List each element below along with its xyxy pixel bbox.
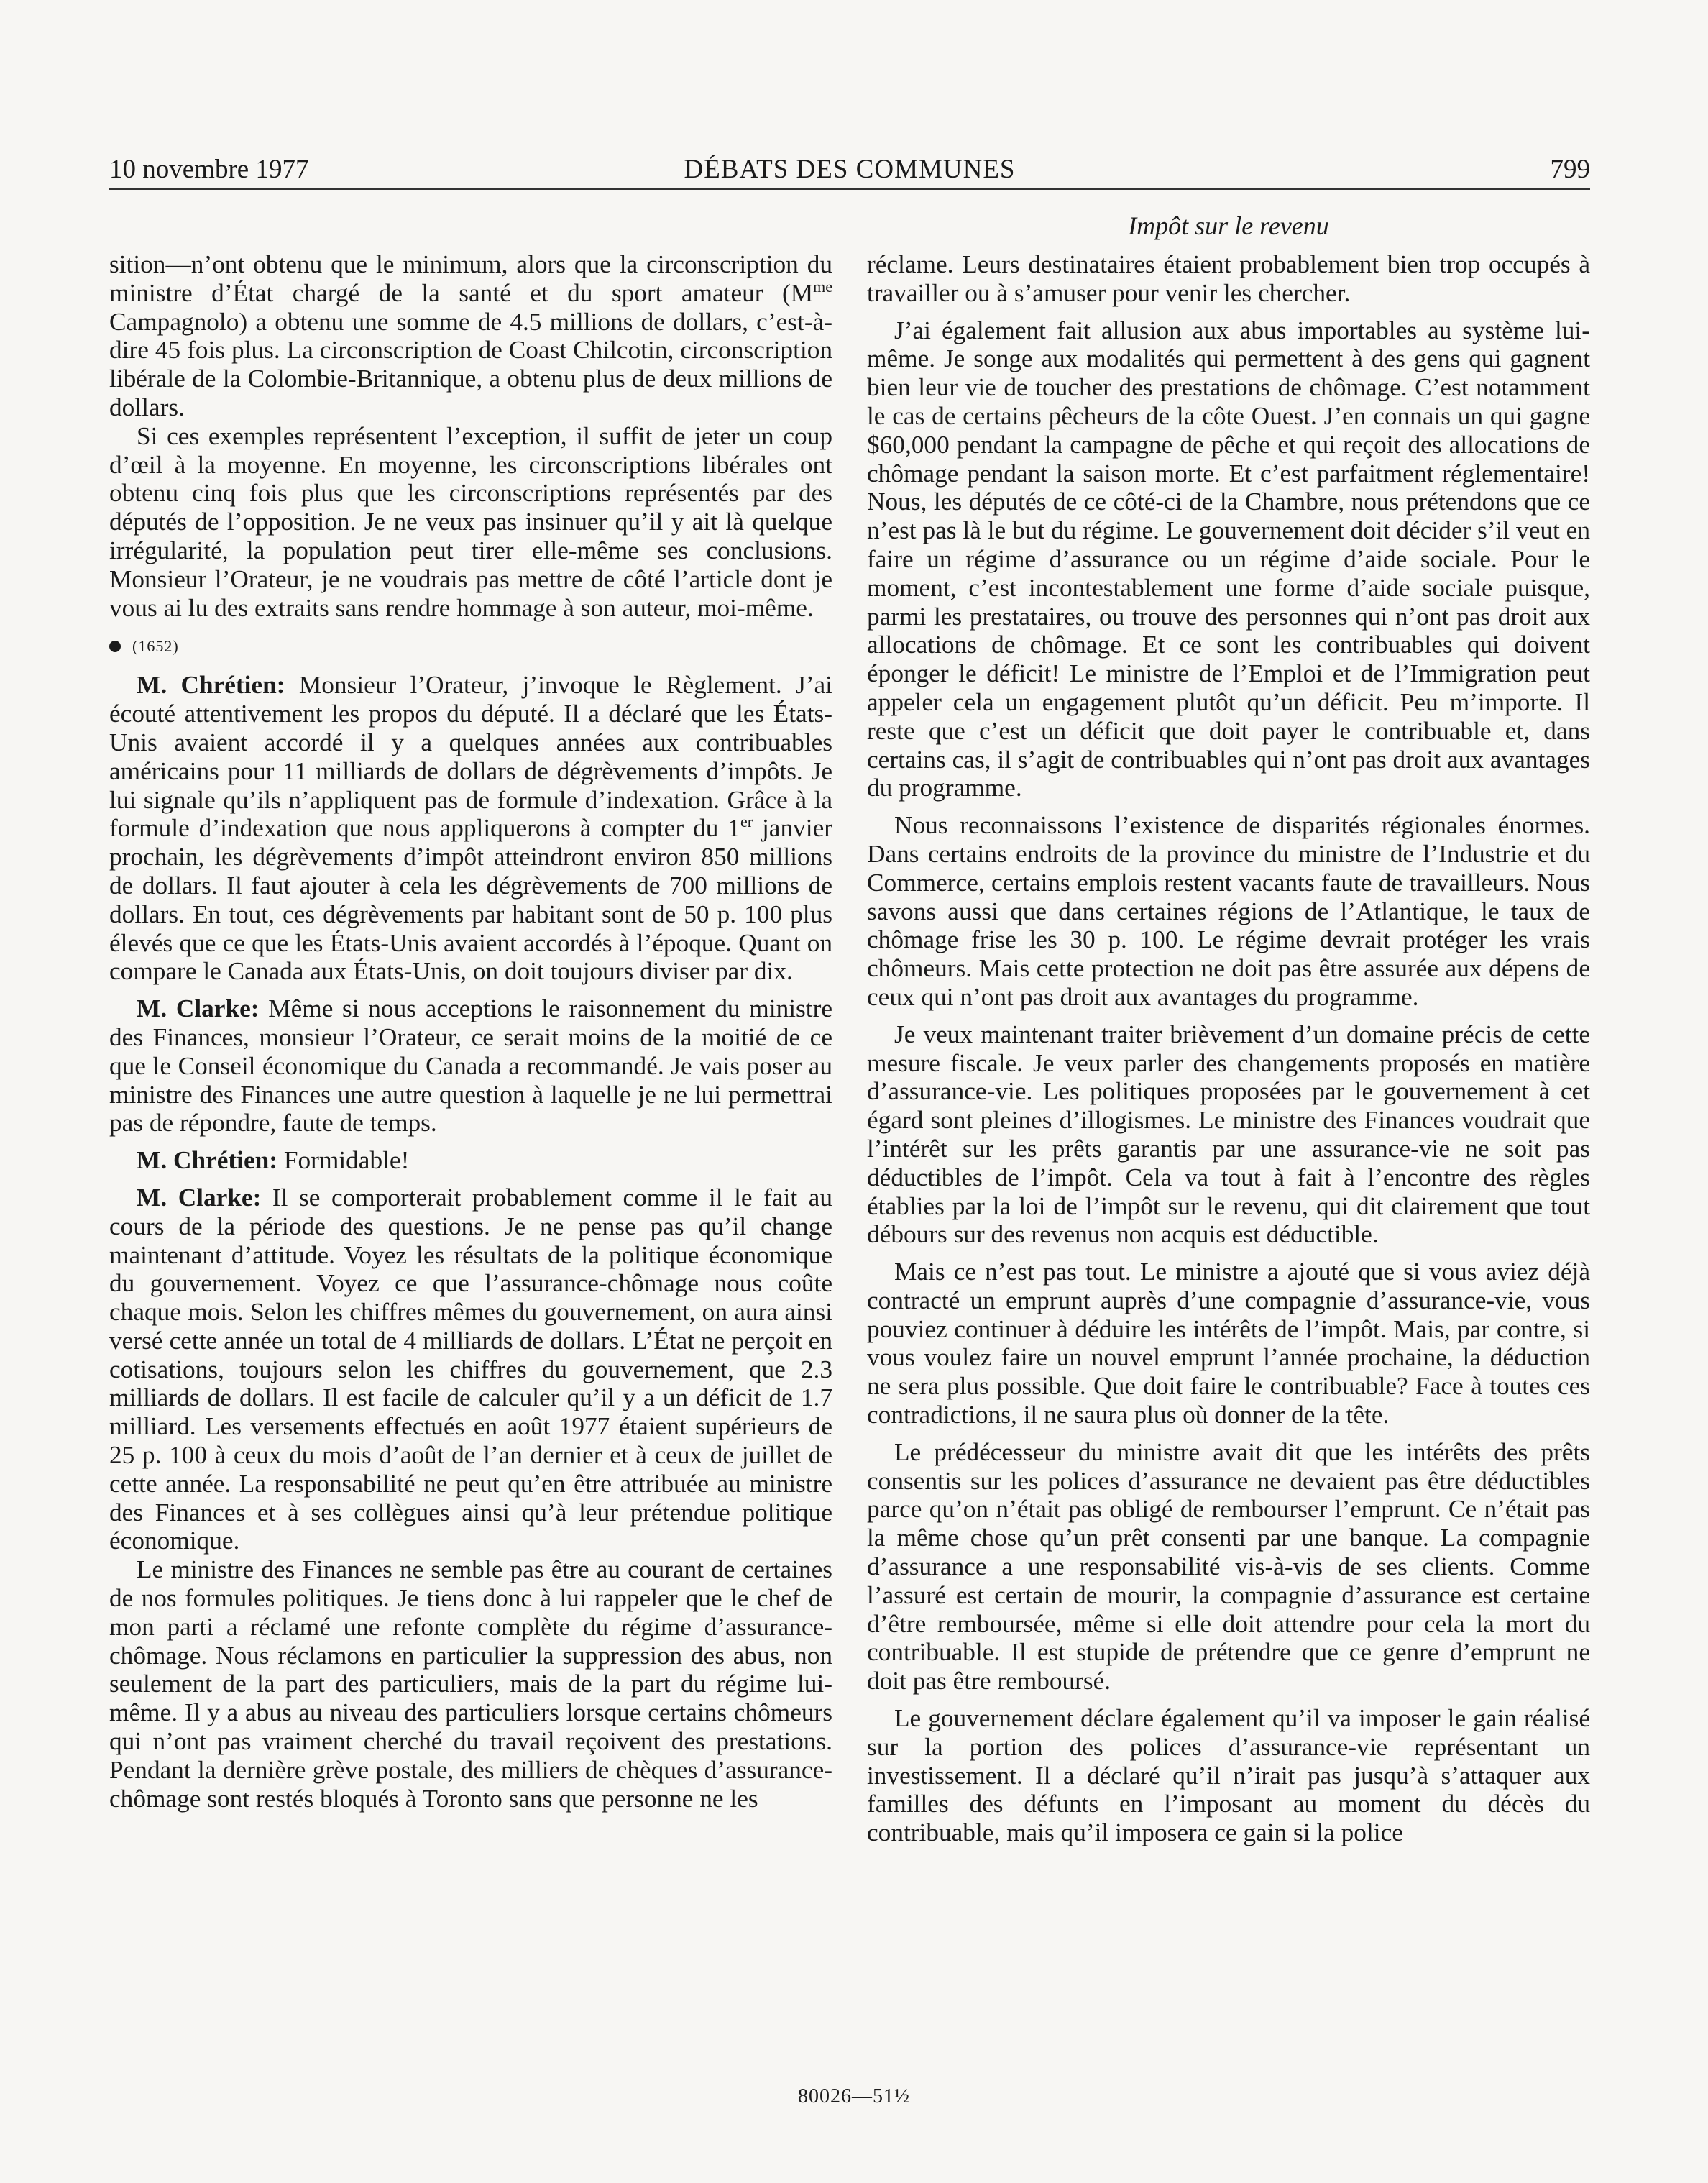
paragraph-text: sition—n’ont obtenu que le minimum, alors que la circonscription du ministre d’État chargé de la santé et du sport amateur (M bbox=[109, 250, 832, 307]
speech-paragraph bbox=[109, 994, 832, 1138]
speech-text: Formidable! bbox=[277, 1146, 410, 1175]
header-date: 10 novembre 1977 bbox=[109, 155, 309, 184]
superscript: er bbox=[740, 813, 753, 831]
paragraph bbox=[109, 250, 832, 422]
speech-paragraph bbox=[109, 671, 832, 986]
superscript: me bbox=[813, 278, 832, 296]
time-marker-text: (1652) bbox=[132, 637, 179, 656]
paragraph: Si ces exemples représentent l’exception, il suffit de jeter un coup d’œil à la moyenne. En moyenne, les circonscriptions libérales ont obtenu cinq fois plus que les circonscriptions représentés par des députés de l’opposition. Je ne veux pas insinuer qu’il y ait là quelque irrégularité, la population peut tirer elle-même ses conclusions. Monsieur l’Orateur, je ne voudrais pas mettre de côté l’article dont je vous ai lu des extraits sans rendre hommage à son auteur, moi-même. bbox=[109, 421, 832, 622]
header-rule bbox=[109, 188, 1590, 190]
right-column bbox=[867, 250, 1590, 1847]
speaker-name: M. Clarke: bbox=[137, 994, 260, 1023]
paragraph: Je veux maintenant traiter brièvement d’un domaine précis de cette mesure fiscale. Je veux parler des changements proposés en matière d’assurance-vie. Les politiques proposées par le gouvernement à cet égard sont pleines d’illogismes. Le ministre des Finances voudrait que l’intérêt sur les prêts garantis par une assurance-vie ne soit pas déductibles de l’impôt. Cela va tout à fait à l’encontre des règles établies par la loi de l’impôt sur le revenu, qui dit clairement que tout débours sur des revenus non acquis est déductible. bbox=[867, 1020, 1590, 1249]
paragraph: réclame. Leurs destinataires étaient probablement bien trop occupés à travailler ou à s’amuser pour venir les chercher. bbox=[867, 250, 1590, 307]
paragraph: Le ministre des Finances ne semble pas être au courant de certaines de nos formules politiques. Je tiens donc à lui rappeler que le chef de mon parti a réclamé une refonte complète du régime d’assurance-chômage. Nous réclamons en particulier la suppression des abus, non seulement de la part des particuliers, mais de la part du régime lui-même. Il y a abus au niveau des particuliers lorsque certains chômeurs qui n’ont pas vraiment cherché du travail reçoivent des prestations. Pendant la dernière grève postale, des milliers de chèques d’assurance-chômage sont restés bloqués à Toronto sans que personne ne les bbox=[109, 1555, 832, 1813]
speech-text: Monsieur l’Orateur, j’invoque le Règlement. J’ai écouté attentivement les propos du député. Il a déclaré que les États-Unis avaient accordé il y a quelques années aux contribuables américains pour 11 milliards de dollars de dégrèvements d’impôts. Je lui signale qu’ils n’appliquent pas de formule d’indexation. Grâce à la formule d’indexation que nous appliquerons à compter du 1 bbox=[109, 671, 832, 843]
paragraph: Le prédécesseur du ministre avait dit que les intérêts des prêts consentis sur les polices d’assurance ne devaient pas être déductibles parce qu’on n’était pas obligé de rembourser l’emprunt. Ce n’était pas la même chose qu’un prêt consenti par une banque. La compagnie d’assurance a une responsabilité vis-à-vis de ses clients. Comme l’assuré est certain de mourir, la compagnie d’assurance est certaine d’être remboursée, même si elle doit attendre pour cela la mort du contribuable. Il est stupide de prétendre que ce genre d’emprunt ne doit pas être remboursé. bbox=[867, 1437, 1590, 1695]
section-subhead: Impôt sur le revenu bbox=[1128, 211, 1329, 240]
speaker-name: M. Chrétien: bbox=[137, 1146, 278, 1175]
left-column bbox=[109, 250, 832, 1813]
speech-paragraph bbox=[109, 1184, 832, 1555]
paragraph: Nous reconnaissons l’existence de disparités régionales énormes. Dans certains endroits de la province du ministre de l’Industrie et du Commerce, certains emplois restent vacants faute de travailleurs. Nous savons aussi que dans certaines régions de l’Atlantique, le taux de chômage frise les 30 p. 100. Le régime devrait protéger les vrais chômeurs. Mais cette protection ne doit pas être assurée aux dépens de ceux qui n’ont pas droit aux avantages du programme. bbox=[867, 811, 1590, 1011]
time-marker bbox=[109, 635, 832, 658]
paragraph-text: Campagnolo) a obtenu une somme de 4.5 millions de dollars, c’est-à-dire 45 fois plus. La circonscription de Coast Chilcotin, circonscription libérale de la Colombie-Britannique, a obtenu plus de deux millions de dollars. bbox=[109, 307, 832, 421]
speech-text: Il se comporterait probablement comme il le fait au cours de la période des questions. Je ne pense pas qu’il change maintenant d’attitude. Voyez les résultats de la politique économique du gouvernement. Voyez ce que l’assurance-chômage nous coûte chaque mois. Selon les chiffres mêmes du gouvernement, on aura ainsi versé cette année un total de 4 milliards de dollars. L’État ne perçoit en cotisations, toujours selon les chiffres du gouvernement, que 2.3 milliards de dollars. Il est facile de calculer qu’il y a un déficit de 1.7 milliard. Les versements effectués en août 1977 étaient supérieurs de 25 p. 100 à ceux du mois d’août de l’an dernier et à ceux de juillet de cette année. La responsabilité ne peut qu’en être attribuée au ministre des Finances et à ses collègues ainsi qu’à leur prétendue politique économique. bbox=[109, 1183, 832, 1555]
paragraph: J’ai également fait allusion aux abus importables au système lui-même. Je songe aux modalités qui permettent à des gens qui gagnent bien leur vie de toucher des prestations de chômage. C’est notamment le cas de certains pêcheurs de la côte Ouest. J’en connais un qui gagne $60,000 pendant la campagne de pêche et qui reçoit des allocations de chômage pendant la saison morte. Et c’est parfaitment réglementaire! Nous, les députés de ce côté-ci de la Chambre, nous prétendons que ce n’est pas là le but du régime. Le gouvernement doit décider s’il veut en faire un régime d’assurance ou un régime d’aide sociale. Pour le moment, c’est incontestablement une forme d’aide sociale puisque, parmi les prestataires, ou trouve des personnes qui n’ont pas droit aux allocations de chômage. Et ce sont les contribuables qui doivent éponger le déficit! Le ministre de l’Emploi et de l’Immigration peut appeler cela un engagement plutôt qu’un déficit. Peu m’importe. Il reste que c’est un déficit que doit payer le contribuable et, dans certains cas, il s’agit de contribuables qui n’ont pas droit aux avantages du programme. bbox=[867, 316, 1590, 802]
speech-text: janvier prochain, les dégrèvements d’impôt atteindront environ 850 millions de dollars. Il faut ajouter à cela les dégrèvements de 700 millions de dollars. En tout, ces dégrèvements par habitant sont de 50 p. 100 plus élevés que ce que les États-Unis avaient accordés à l’époque. Quant on compare le Canada aux États-Unis, on doit toujours diviser par dix. bbox=[109, 814, 832, 986]
speaker-name: M. Clarke: bbox=[137, 1183, 262, 1212]
speech-paragraph bbox=[109, 1146, 832, 1175]
header-page-number: 799 bbox=[1550, 155, 1590, 184]
page-footer-code: 80026—51½ bbox=[798, 2085, 910, 2108]
page-header bbox=[109, 152, 1590, 187]
speech-text: Même si nous acceptions le raisonnement du ministre des Finances, monsieur l’Orateur, ce serait moins de la moitié de ce que le Conseil économique du Canada a recommandé. Je vais poser au ministre des Finances une autre question à laquelle je ne lui permettrai pas de répondre, faute de temps. bbox=[109, 994, 832, 1138]
header-publication-title: DÉBATS DES COMMUNES bbox=[684, 155, 1016, 184]
paragraph: Mais ce n’est pas tout. Le ministre a ajouté que si vous aviez déjà contracté un emprunt auprès d’une compagnie d’assurance-vie, vous pouviez continuer à déduire les intérêts de l’impôt. Mais, par contre, si vous voulez faire un nouvel emprunt l’année prochaine, la déduction ne sera plus possible. Que doit faire le contribuable? Face à toutes ces contradictions, il ne saura plus où donner de la tête. bbox=[867, 1258, 1590, 1429]
speaker-name: M. Chrétien: bbox=[137, 671, 285, 700]
paragraph: Le gouvernement déclare également qu’il va imposer le gain réalisé sur la portion des polices d’assurance-vie représentant un investissement. Il a déclaré qu’il n’irait pas jusqu’à s’attaquer aux familles des défunts en l’imposant au moment du décès du contribuable, mais qu’il imposera ce gain si la police bbox=[867, 1704, 1590, 1847]
bullet-icon bbox=[109, 641, 121, 652]
